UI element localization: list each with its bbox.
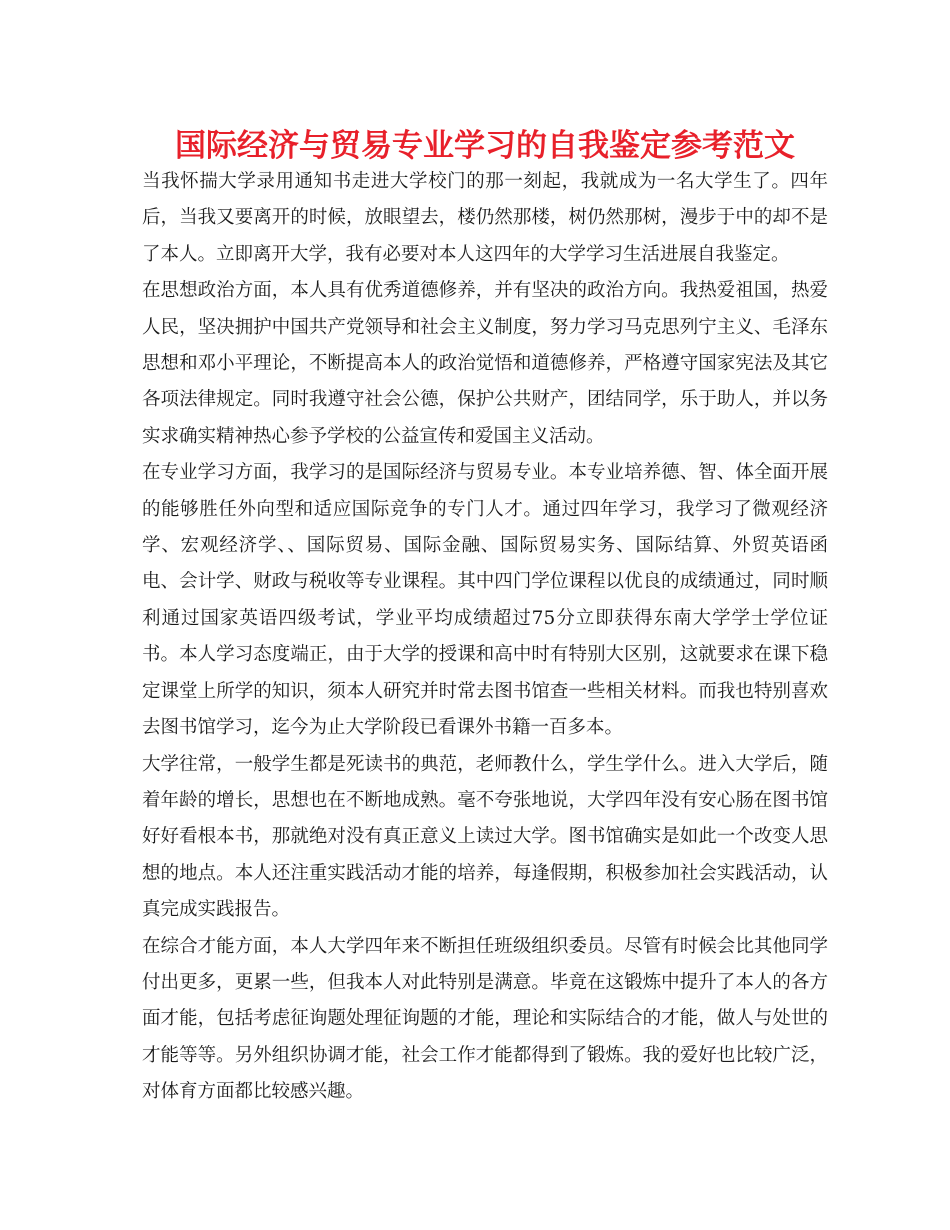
paragraph-reading: 大学往常，一般学生都是死读书的典范，老师教什么，学生学什么。进入大学后，随着年龄的增长，思想也在不断地成熟。毫不夸张地说，大学四年没有安心肠在图书馆好好看根本书，那就绝对没有真正意义上读过大学。图书馆确实是如此一个改变人思想的地点。本人还注重实践活动才能的培养，每逢假期，积极参加社会实践活动，认真完成实践报告。 — [142, 753, 828, 921]
paragraph-intro: 当我怀揣大学录用通知书走进大学校门的那一刻起，我就成为一名大学生了。四年后，当我又要离开的时候，放眼望去，楼仍然那楼，树仍然那树，漫步于中的却不是了本人。立即离开大学，我有必要对本人这四年的大学学习生活进展自我鉴定。 — [142, 171, 828, 265]
paragraph-study: 在专业学习方面，我学习的是国际经济与贸易专业。本专业培养德、智、体全面开展的能够胜任外向型和适应国际竞争的专门人才。通过四年学习，我学习了微观经济学、宏观经济学、、国际贸易、国际金融、国际贸易实务、国际结算、外贸英语函电、会计学、财政与税收等专业课程。其中四门学位课程以优良的成绩通过，同时顺利通过国家英语四级考试，学业平均成绩超过75分立即获得东南大学学士学位证书。本人学习态度端正，由于大学的授课和高中时有特别大区别，这就要求在课下稳定课堂上所学的知识，须本人研究并时常去图书馆查一些相关材料。而我也特别喜欢去图书馆学习，迄今为止大学阶段已看课外书籍一百多本。 — [142, 462, 828, 739]
paragraph-political: 在思想政治方面，本人具有优秀道德修养，并有坚决的政治方向。我热爱祖国，热爱人民，坚决拥护中国共产党领导和社会主义制度，努力学习马克思列宁主义、毛泽东思想和邓小平理论，不断提高本人的政治觉悟和道德修养，严格遵守国家宪法及其它各项法律规定。同时我遵守社会公德，保护公共财产，团结同学，乐于助人，并以务实求确实精神热心参予学校的公益宣传和爱国主义活动。 — [142, 280, 828, 447]
document-title: 国际经济与贸易专业学习的自我鉴定参考范文 — [175, 128, 795, 164]
document-page — [142, 128, 828, 1111]
paragraph-abilities: 在综合才能方面，本人大学四年来不断担任班级组织委员。尽管有时候会比其他同学付出更多，更累一些，但我本人对此特别是满意。毕竟在这锻炼中提升了本人的各方面才能，包括考虑征询题处理征询题的才能，理论和实际结合的才能，做人与处世的才能等等。另外组织协调才能，社会工作才能都得到了锻炼。我的爱好也比较广泛，对体育方面都比较感兴趣。 — [142, 935, 828, 1103]
